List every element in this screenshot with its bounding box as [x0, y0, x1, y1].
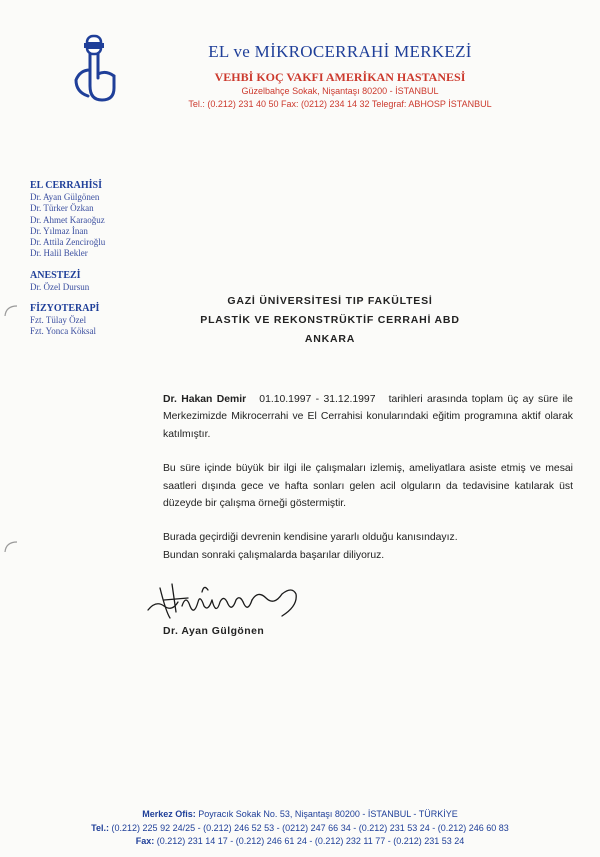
closing-line: Burada geçirdiği devrenin kendisine yararlı olduğu kanısındayız. [163, 532, 458, 544]
letter-text: tarihleri arasında toplam üç ay süre ile Merkezimizde Mikrocerrahi ve El Cerrahisi konularındaki eğitim programına aktif olarak katılmıştır. [163, 394, 573, 440]
footer-fax-line [0, 835, 600, 849]
recipient-city: ANKARA [304, 333, 356, 345]
punch-hole-mark [3, 540, 19, 554]
hand-finger-bandage-icon [70, 30, 118, 104]
staff-member: Dr. Türker Özkan [30, 203, 94, 214]
footer-office-line [0, 808, 600, 822]
staff-section [30, 270, 150, 293]
footer-fax-numbers: (0.212) 231 14 17 - (0.212) 246 61 24 - (0.212) 232 11 77 - (0.212) 231 53 24 [156, 836, 465, 846]
punch-hole-mark [3, 304, 19, 318]
staff-member: Fzt. Yonca Köksal [30, 326, 97, 337]
footer-fax-label: Fax: [135, 836, 155, 846]
letter-paragraph: Bu süre içinde büyük bir ilgi ile çalışmaları izlemiş, ameliyatlara asiste etmiş ve mesai saatleri dışında gece ve hafta sonları gelen acil olguların da tedavisine katılarak üst düzeyde bir çalışma örneği göstermiştir. [163, 463, 573, 510]
letterhead-footer [0, 808, 600, 849]
staff-section [30, 180, 150, 260]
staff-section-title: EL CERRAHİSİ [30, 180, 102, 191]
closing-line: Bundan sonraki çalışmalarda başarılar diliyoruz. [163, 549, 385, 561]
staff-list [30, 180, 150, 348]
letter-closing [163, 529, 573, 564]
staff-member: Dr. Özel Dursun [30, 281, 90, 292]
handwritten-signature [142, 572, 302, 624]
staff-member: Dr. Attila Zenciroğlu [30, 237, 106, 248]
footer-office-label: Merkez Ofis: [142, 809, 196, 819]
staff-section-title: FİZYOTERAPİ [30, 303, 100, 315]
recipient-university: GAZİ ÜNİVERSİTESİ TIP FAKÜLTESİ [227, 295, 433, 307]
staff-section [30, 303, 150, 338]
recipient-department: PLASTİK VE REKONSTRÜKTİF CERRAHİ ABD [200, 314, 460, 326]
staff-member: Dr. Ayan Gülgönen [30, 192, 100, 202]
letter-body [163, 391, 573, 564]
letterhead-title: EL ve MİKROCERRAHİ MERKEZİ [208, 42, 472, 61]
staff-member: Dr. Halil Bekler [30, 248, 88, 259]
letterhead-hospital: VEHBİ KOÇ VAKFI AMERİKAN HASTANESİ [214, 70, 466, 84]
staff-section-title: ANESTEZİ [30, 269, 81, 281]
footer-office-address: Poyracık Sokak No. 53, Nişantaşı 80200 - İSTANBUL - TÜRKİYE [198, 809, 458, 819]
signer-name: Dr. Ayan Gülgönen [163, 626, 265, 637]
training-dates: 01.10.1997 - 31.12.1997 [259, 394, 376, 405]
trainee-name: Dr. Hakan Demir [163, 394, 247, 405]
letterhead-address: Güzelbahçe Sokak, Nişantaşı 80200 - İSTANBUL [241, 86, 439, 96]
footer-tel-numbers: (0.212) 225 92 24/25 - (0.212) 246 52 53 - (0212) 247 66 34 - (0.212) 231 53 24 - (0.212) 246 60 83 [111, 822, 509, 833]
staff-member: Fzt. Tülay Özel [30, 315, 87, 326]
letter-paragraph [163, 391, 573, 443]
staff-member: Dr. Yılmaz İnan [30, 225, 88, 236]
recipient-block [160, 292, 500, 349]
letterhead-contact: Tel.: (0.212) 231 40 50 Fax: (0212) 234 14 32 Telegraf: ABHOSP İSTANBUL [188, 99, 492, 109]
staff-member: Dr. Ahmet Karaoğuz [30, 214, 105, 225]
footer-tel-line [0, 822, 600, 836]
footer-tel-label: Tel.: [91, 822, 110, 833]
